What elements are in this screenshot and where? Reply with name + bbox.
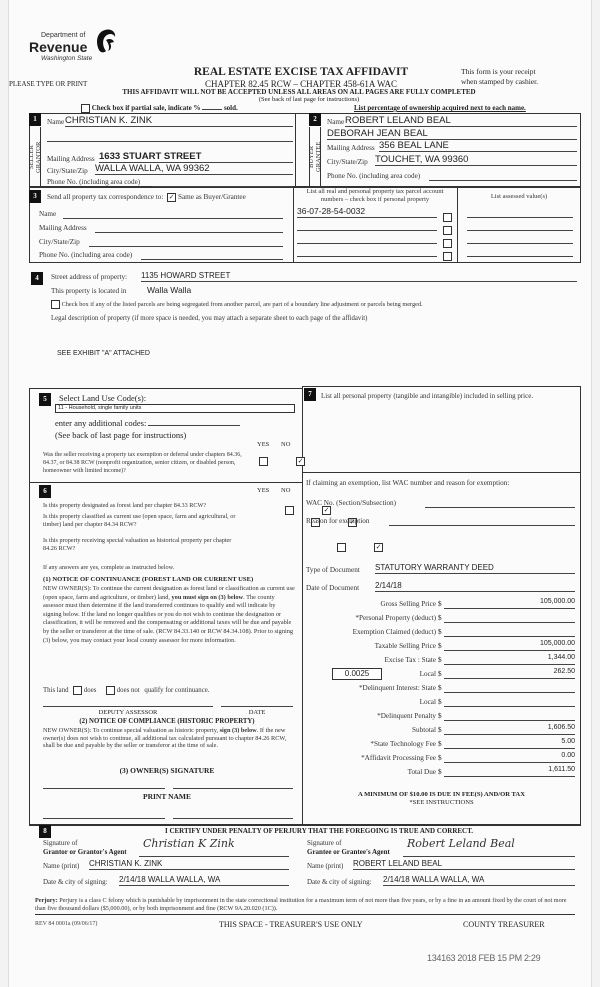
parcel-number-field[interactable] bbox=[297, 219, 437, 231]
notice-continuance-text: NEW OWNER(S): To continue the current designation as forest land or classification as current use (open space, farm and agriculture, or timber) land, you must sign on (3) below. The county assessor must then determine if the land transferred continues to qualify and will indicate by signing below. If the land no longer qualifies or you do not wish to continue the designation or classification, it will be removed and the compensating or additional taxes will be due and payable by the seller or transferor at the time of sale. (RCW 84.33.140 or RCW 84.34.108). Prior to signing (3) below, you may contact your local county assessor for more information. bbox=[43, 585, 295, 644]
correspondence-label: Send all property tax correspondence to: ✓ Same as Buyer/Grantee bbox=[47, 193, 246, 202]
dor-logo: Department of Revenue Washington State bbox=[27, 28, 127, 68]
document-type-field[interactable]: STATUTORY WARRANTY DEED bbox=[375, 563, 575, 574]
property-street-field[interactable]: 1135 HOWARD STREET bbox=[141, 271, 577, 282]
tax-row-local: 0.0025 Local $ 262.50 bbox=[306, 668, 578, 682]
correspondence-city-field[interactable] bbox=[89, 246, 283, 247]
assessed-value-field[interactable] bbox=[467, 243, 573, 244]
owner-signature-line-2[interactable] bbox=[173, 788, 293, 789]
wac-number-field[interactable] bbox=[425, 507, 575, 508]
delinquent-interest-local-field[interactable] bbox=[444, 696, 575, 707]
gross-selling-price-field[interactable]: 105,000.00 bbox=[444, 598, 575, 609]
forest-yes-checkbox[interactable] bbox=[285, 506, 294, 515]
segregation-row: Check box if any of the listed parcels are being segregated from another parcel, are part of a boundary line adjustment or parcels being merged. bbox=[51, 300, 423, 309]
owner-print-name-line-2[interactable] bbox=[173, 818, 293, 819]
assessed-value-field[interactable] bbox=[467, 230, 573, 231]
personal-property-deduct-field[interactable] bbox=[444, 612, 575, 623]
buyer-phone-field[interactable] bbox=[429, 180, 577, 181]
tax-row-gross: Gross Selling Price $ 105,000.00 bbox=[380, 598, 575, 608]
notice-compliance-text: NEW OWNER(S): To continue special valuation as historic property, sign (3) below. If the new owner(s) does not wish to continue, all additional tax calculated pursuant to chapter 84.26 RCW, shall be due and payable by the seller or transferor at the time of sale. bbox=[43, 727, 287, 749]
grantee-signature-field[interactable]: Robert Leland Beal bbox=[403, 837, 575, 857]
tax-row-penalty: *Delinquent Penalty $ bbox=[306, 710, 578, 724]
tax-row-exemption: Exemption Claimed (deduct) $ bbox=[306, 626, 578, 640]
seller-city-field[interactable]: WALLA WALLA, WA 99362 bbox=[95, 163, 293, 175]
tax-row-state: Excise Tax : State $ 1,344.00 bbox=[384, 654, 575, 664]
exemption-no-checkbox[interactable] bbox=[296, 457, 305, 466]
land-use-code-select[interactable]: 11 - Household, single family units bbox=[55, 404, 295, 413]
seller-name2-field[interactable] bbox=[47, 141, 293, 142]
buyer-name2-field[interactable]: DEBORAH JEAN BEAL bbox=[327, 128, 577, 140]
assessed-value-field[interactable] bbox=[467, 217, 573, 218]
dor-logo-icon bbox=[93, 28, 117, 54]
legal-description-field[interactable]: SEE EXHIBIT "A" ATTACHED bbox=[57, 350, 150, 357]
owner-signature-line-1[interactable] bbox=[43, 788, 165, 789]
grantee-date-city-field[interactable]: 2/14/18 WALLA WALLA, WA bbox=[383, 875, 575, 886]
grantee-name-print-field[interactable]: ROBERT LELAND BEAL bbox=[353, 859, 575, 870]
seller-name-field[interactable]: CHRISTIAN K. ZINK bbox=[65, 115, 293, 127]
seller-mailing-field[interactable]: 1633 STUART STREET bbox=[99, 151, 293, 163]
processing-fee-field[interactable]: 0.00 bbox=[444, 752, 575, 763]
local-rate-field[interactable]: 0.0025 bbox=[332, 668, 382, 680]
tax-row-total: Total Due $ 1,611.50 bbox=[407, 766, 575, 776]
parcel-row bbox=[297, 232, 579, 245]
exemption-yes-checkbox[interactable] bbox=[259, 457, 268, 466]
parcel-number-field[interactable]: 36-07-28-54-0032 bbox=[297, 206, 437, 218]
seller-side-label: SELLER GRANTOR bbox=[29, 127, 41, 187]
tax-row-taxable: Taxable Selling Price $ 105,000.00 bbox=[374, 640, 575, 650]
form-number: REV 84 0001a (09/06/17) bbox=[35, 921, 98, 927]
subtotal-field[interactable]: 1,606.50 bbox=[444, 724, 575, 735]
partial-sale-percent-field[interactable] bbox=[202, 109, 222, 110]
does-not-qualify-checkbox[interactable] bbox=[106, 686, 115, 695]
technology-fee-field[interactable]: 5.00 bbox=[444, 738, 575, 749]
please-type: PLEASE TYPE OR PRINT bbox=[9, 80, 88, 88]
tax-row-personal: *Personal Property (deduct) $ bbox=[306, 612, 578, 626]
parcel-number-field[interactable] bbox=[297, 245, 437, 257]
county-treasurer: COUNTY TREASURER bbox=[463, 920, 545, 929]
delinquent-penalty-field[interactable] bbox=[444, 710, 575, 721]
grantor-date-city-field[interactable]: 2/14/18 WALLA WALLA, WA bbox=[119, 875, 289, 886]
grantor-signature-field[interactable]: Christian K Zink bbox=[139, 837, 289, 857]
does-qualify-checkbox[interactable] bbox=[73, 686, 82, 695]
correspondence-name-field[interactable] bbox=[63, 218, 283, 219]
partial-sale: Check box if partial sale, indicate % sold. bbox=[81, 104, 238, 113]
historic-yes-checkbox[interactable] bbox=[337, 543, 346, 552]
parcel-row bbox=[297, 206, 579, 219]
correspondence-phone-field[interactable] bbox=[141, 259, 283, 260]
form-title: REAL ESTATE EXCISE TAX AFFIDAVIT bbox=[193, 66, 409, 78]
parcel-list bbox=[297, 206, 579, 258]
buyer-side-label: BUYER GRANTEE bbox=[309, 127, 321, 187]
historic-no-checkbox[interactable] bbox=[374, 543, 383, 552]
buyer-name-field[interactable]: ROBERT LELAND BEAL bbox=[345, 115, 577, 127]
forest-no-checkbox[interactable] bbox=[322, 506, 331, 515]
additional-codes: enter any additional codes: bbox=[55, 418, 240, 428]
exemption-claimed-field[interactable] bbox=[444, 626, 575, 637]
parcel-row bbox=[297, 219, 579, 232]
correspondence-mailing-field[interactable] bbox=[95, 232, 283, 233]
delinquent-interest-state-field[interactable] bbox=[444, 682, 575, 693]
personal-property-checkbox[interactable] bbox=[443, 252, 452, 261]
parcel-number-field[interactable] bbox=[297, 232, 437, 244]
assessed-value-field[interactable] bbox=[467, 256, 573, 257]
deputy-assessor-signature-line[interactable] bbox=[43, 706, 213, 707]
tax-row-tech-fee: *State Technology Fee $ 5.00 bbox=[370, 738, 575, 748]
tax-row-processing-fee: *Affidavit Processing Fee $ 0.00 bbox=[361, 752, 575, 762]
same-as-buyer-checkbox[interactable] bbox=[167, 193, 176, 202]
exemption-reason-field[interactable] bbox=[389, 525, 575, 526]
excise-local-field[interactable]: 262.50 bbox=[444, 668, 575, 679]
continuance-row: This land does does not qualify for continuance. bbox=[43, 687, 210, 695]
buyer-city-field[interactable]: TOUCHET, WA 99360 bbox=[375, 154, 577, 166]
document-date-field[interactable]: 2/14/18 bbox=[375, 581, 575, 592]
parcel-row bbox=[297, 245, 579, 258]
total-due-field[interactable]: 1,611.50 bbox=[444, 766, 575, 777]
owner-print-name-line-1[interactable] bbox=[43, 818, 165, 819]
tax-calculation bbox=[306, 598, 578, 780]
additional-codes-field[interactable] bbox=[148, 425, 240, 426]
buyer-mailing-field[interactable]: 356 BEAL LANE bbox=[379, 140, 577, 152]
assessor-date-line[interactable] bbox=[221, 706, 293, 707]
affidavit-page: Department of Revenue Washington State REAL ESTATE EXCISE TAX AFFIDAVIT CHAPTER 82.45 RCW – CHAPTER 458-61A WAC PLEASE TYPE OR PRINT This form is your receipt when stamped by cashier. THIS AFFIDAVIT WILL NOT BE ACCEPTED UNLESS ALL AREAS ON ALL PAGES ARE FULLY COMPLETED (See back of last page for instructions) Check box if partial sale, indicate % sold. List percentage of ownership acquired next to each name. 1 SELLER GRANTOR Name CHRISTIAN K. ZINK Mailing Address 1633 STUART STREET City/State/Zip WALLA WALLA, WA 99362 Phone No. (including area code) 2 BUYER GRANTEE Name ROBERT LELAND BEAL DEBORAH JEAN BEAL Mailing Address 356 BEAL LANE City/State/Zip TOUCHET, WA 99360 Phone No. (including area code) 3 Send all property tax correspondence to: ✓ Same as Buyer/Grantee Name Mailing Address City/State/Zip Phone No. (including area code) List all real and personal property tax parcel account numbers – check box if personal property List assessed value(s) 36-07-28-54-0032 4 Street address of property: 1135 HOWARD STREET This property is located in Walla Walla Check box if any of the listed parcels are being segregated from another parcel, are part of a boundary line adjustment or parcels being merged. Legal description of property (if more space is needed, you may attach a separate sheet to each page of the affidavit) SEE EXHIBIT "A" ATTACHED 5 Select Land Use Code(s): 11 - Household, single family units enter any additional codes: (See back of last page for instructions) YES NO Was the seller receiving a property tax exemption or deferral under chapters 84.36, 84.37, or 84.38 RCW (nonprofit organization, senior citizen, or disabled person, homeowner with limited income)? ✓ 6 YES NO Is this property designated as forest land per chapter 84.33 RCW? ✓ Is this property classified as current use (open space, farm and agricultural, or timber) land per chapter 84.34 RCW? ✓ Is this property receiving special valuation as historical property per chapter 84.26 RCW? ✓ If any answers are yes, complete as instructed below. (1) NOTICE OF CONTINUANCE (FOREST LAND OR CURRENT USE) NEW OWNER(S): To continue the current designation as forest land or classification as current use (open space, farm and agriculture, or timber) land, you must sign on (3) below. The county assessor must then determine if the land transferred continues to qualify and will indicate by signing below. If the land no longer qualifies or you do not wish to continue the designation or classification, it will be removed and the compensating or additional taxes will be due and payable by the seller or transferor at the time of sale. (RCW 84.33.140 or RCW 84.34.108). Prior to signing (3) below, you may contact your local county assessor for more information. This land does does not qualify for continuance. DEPUTY ASSESSOR DATE (2) NOTICE OF COMPLIANCE (HISTORIC PROPERTY) NEW OWNER(S): To continue special valuation as historic property, sign (3) below. If the new owner(s) does not wish to continue, all additional tax calculated pursuant to chapter 84.26 RCW, shall be due and payable by the seller or transferor at the time of sale. (3) OWNER(S) SIGNATURE PRINT NAME 7 List all personal property (tangible and intangible) included in selling price. If claiming an exemption, list WAC number and reason for exemption: WAC No. (Section/Subsection) Reason for exemption Type of Document STATUTORY WARRANTY DEED Date of Document 2/14/18 Gross Selling Price $ 105,000.00 *Personal Property (deduct) $ Exemption Claimed (deduct) $ Taxable Selling Price $ 105,000.00 Excise Tax : State $ 1,344.00 0.0025 Local $ 262.50 *Delinquent Interest: State $ Local $ *Delinquent Penalty $ Subtotal $ 1,606.50 *State Technology Fee $ 5.00 *Affidavit Processing Fee $ 0.00 Total Due $ 1,611.50 A MINIMUM OF $10.00 IS DUE IN FEE(S) AND/OR TAX *SEE INSTRUCTIONS 8 I CERTIFY UNDER PENALTY OF PERJURY THAT THE FOREGOING IS TRUE AND CORRECT. Signature of Grantor or Grantor's Agent Christian K Zink Name (print) CHRISTIAN K. ZINK Date & city of signing: 2/14/18 WALLA WALLA, WA Signature of Grantee or Grantee's Agent Robert Leland Beal Name (print) ROBERT LELAND BEAL Date & city of signing: 2/14/18 WALLA WALLA, WA Perjury: Perjury is a class C felony which is punishable by imprisonment in the state correctional institution for a maximum term of not more than five years, or by a fine in an amount fixed by the court of not more than five thousand dollars ($5,000.00), or by both imprisonment and fine (RCW 9A.20.020 (1C)). REV 84 0001a (09/06/17) THIS SPACE - TREASURER'S USE ONLY COUNTY TREASURER 134163 2018 FEB 15 PM 2:29 bbox=[8, 0, 592, 987]
perjury-notice: Perjury: Perjury is a class C felony which is punishable by imprisonment in the state correctional institution for a maximum term of not more than five years, or by a fine in an amount fixed by the court of not more than five thousand dollars ($5,000.00), or by both imprisonment and fine (RCW 9A.20.020 (1C)). bbox=[35, 897, 575, 915]
tax-row-delinq-interest-state: *Delinquent Interest: State $ bbox=[306, 682, 578, 696]
segregated-checkbox[interactable] bbox=[51, 300, 60, 309]
partial-sale-checkbox[interactable] bbox=[81, 104, 90, 113]
grantor-name-print-field[interactable]: CHRISTIAN K. ZINK bbox=[89, 859, 289, 870]
form-subtitle: CHAPTER 82.45 RCW – CHAPTER 458-61A WAC bbox=[205, 79, 397, 89]
taxable-selling-price-field[interactable]: 105,000.00 bbox=[444, 640, 575, 651]
excise-state-field[interactable]: 1,344.00 bbox=[444, 654, 575, 665]
tax-row-delinq-interest-local: Local $ bbox=[306, 696, 578, 710]
tax-row-subtotal: Subtotal $ 1,606.50 bbox=[412, 724, 575, 734]
property-county-field[interactable]: Walla Walla bbox=[147, 285, 192, 295]
treasurer-stamp: 134163 2018 FEB 15 PM 2:29 bbox=[427, 953, 541, 963]
treasurer-space: THIS SPACE - TREASURER'S USE ONLY bbox=[219, 920, 363, 929]
warning-banner: THIS AFFIDAVIT WILL NOT BE ACCEPTED UNLESS ALL AREAS ON ALL PAGES ARE FULLY COMPLETED bbox=[122, 88, 476, 96]
